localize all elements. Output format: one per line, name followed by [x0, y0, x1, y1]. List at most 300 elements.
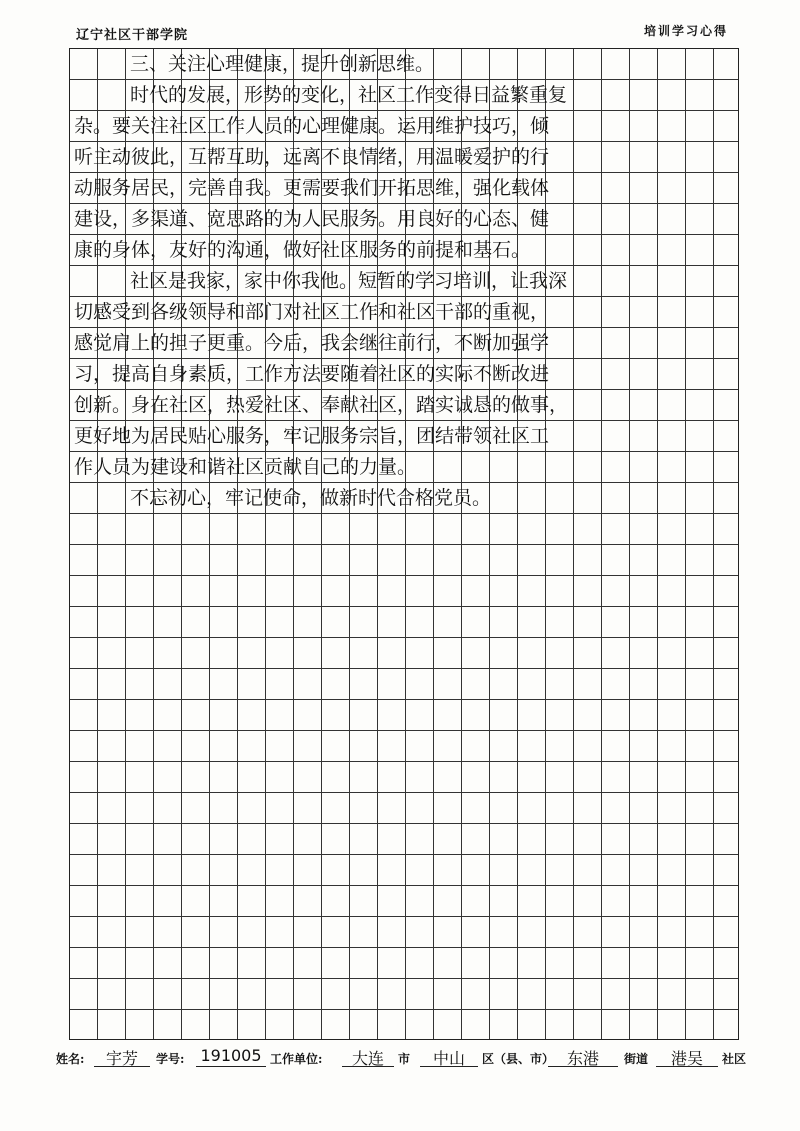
- grid-cell: [378, 1010, 406, 1040]
- grid-cell: [182, 576, 210, 607]
- grid-cell: [210, 886, 238, 917]
- grid-cell: [210, 700, 238, 731]
- grid-cell: [126, 700, 154, 731]
- grid-cell: [210, 576, 238, 607]
- grid-cell: [490, 948, 518, 979]
- grid-cell: [574, 886, 602, 917]
- grid-cell: [630, 824, 658, 855]
- grid-cell: [70, 948, 98, 979]
- grid-row: [70, 49, 738, 80]
- grid-cell: [406, 855, 434, 886]
- handwritten-line: 不忘初心，牢记使命，做新时代合格党员。: [130, 487, 492, 509]
- grid-cell: [98, 545, 126, 576]
- grid-cell: [70, 917, 98, 948]
- grid-cell: [714, 669, 739, 700]
- grid-cell: [602, 638, 630, 669]
- grid-cell: [322, 669, 350, 700]
- grid-cell: [238, 1010, 266, 1040]
- grid-cell: [350, 793, 378, 824]
- grid-row: [70, 297, 738, 328]
- grid-cell: [266, 948, 294, 979]
- grid-row: [70, 359, 738, 390]
- grid-cell: [238, 576, 266, 607]
- grid-cell: [322, 855, 350, 886]
- grid-cell: [630, 576, 658, 607]
- district-label: 区（县、市）: [482, 1052, 555, 1066]
- grid-cell: [378, 762, 406, 793]
- grid-cell: [294, 576, 322, 607]
- grid-cell: [182, 886, 210, 917]
- grid-cell: [658, 917, 686, 948]
- grid-cell: [630, 917, 658, 948]
- grid-cell: [210, 638, 238, 669]
- grid-cell: [462, 731, 490, 762]
- grid-cell: [98, 824, 126, 855]
- grid-cell: [686, 700, 714, 731]
- grid-cell: [210, 824, 238, 855]
- grid-cell: [462, 545, 490, 576]
- grid-cell: [686, 917, 714, 948]
- grid-cell: [98, 917, 126, 948]
- grid-cell: [406, 824, 434, 855]
- grid-cell: [378, 979, 406, 1010]
- grid-cell: [378, 638, 406, 669]
- grid-row: [70, 142, 738, 173]
- grid-cell: [574, 576, 602, 607]
- grid-cell: [518, 700, 546, 731]
- street-field: 东港: [548, 1046, 618, 1067]
- grid-cell: [266, 700, 294, 731]
- work-unit-label: 工作单位:: [270, 1052, 323, 1066]
- grid-cell: [322, 731, 350, 762]
- handwritten-line: 习，提高自身素质，工作方法要随着社区的实际不断改进: [74, 363, 550, 385]
- grid-cell: [294, 948, 322, 979]
- grid-cell: [322, 886, 350, 917]
- grid-cell: [238, 700, 266, 731]
- grid-cell: [350, 545, 378, 576]
- grid-cell: [98, 793, 126, 824]
- grid-cell: [630, 514, 658, 545]
- grid-row: [70, 762, 738, 793]
- grid-cell: [238, 886, 266, 917]
- grid-cell: [630, 669, 658, 700]
- grid-cell: [490, 669, 518, 700]
- grid-cell: [154, 824, 182, 855]
- grid-cell: [266, 545, 294, 576]
- grid-cell: [350, 700, 378, 731]
- grid-cell: [294, 855, 322, 886]
- grid-cell: [658, 855, 686, 886]
- grid-cell: [630, 762, 658, 793]
- grid-cell: [182, 1010, 210, 1040]
- grid-cell: [658, 638, 686, 669]
- community-label: 社区: [722, 1052, 747, 1066]
- grid-cell: [266, 638, 294, 669]
- grid-cell: [378, 793, 406, 824]
- grid-cell: [322, 545, 350, 576]
- grid-cell: [518, 824, 546, 855]
- grid-cell: [70, 576, 98, 607]
- student-id-label: 学号:: [156, 1052, 185, 1066]
- grid-cell: [154, 638, 182, 669]
- grid-row: [70, 173, 738, 204]
- grid-cell: [434, 824, 462, 855]
- grid-cell: [574, 700, 602, 731]
- grid-cell: [462, 824, 490, 855]
- grid-cell: [126, 793, 154, 824]
- grid-cell: [182, 545, 210, 576]
- grid-cell: [434, 576, 462, 607]
- grid-cell: [546, 793, 574, 824]
- grid-cell: [434, 669, 462, 700]
- grid-cell: [154, 514, 182, 545]
- grid-cell: [574, 917, 602, 948]
- grid-cell: [434, 793, 462, 824]
- grid-cell: [238, 607, 266, 638]
- grid-cell: [490, 576, 518, 607]
- grid-cell: [602, 669, 630, 700]
- grid-cell: [294, 1010, 322, 1040]
- grid-cell: [686, 638, 714, 669]
- grid-cell: [322, 793, 350, 824]
- grid-cell: [434, 886, 462, 917]
- grid-row: [70, 204, 738, 235]
- grid-cell: [378, 607, 406, 638]
- grid-cell: [602, 917, 630, 948]
- grid-cell: [406, 576, 434, 607]
- grid-cell: [714, 793, 739, 824]
- grid-cell: [182, 762, 210, 793]
- grid-row: [70, 700, 738, 731]
- grid-cell: [406, 700, 434, 731]
- grid-cell: [714, 855, 739, 886]
- grid-row: [70, 793, 738, 824]
- grid-cell: [518, 1010, 546, 1040]
- grid-cell: [294, 607, 322, 638]
- grid-cell: [602, 545, 630, 576]
- grid-cell: [126, 669, 154, 700]
- grid-cell: [98, 638, 126, 669]
- grid-cell: [434, 731, 462, 762]
- grid-cell: [98, 669, 126, 700]
- grid-cell: [714, 545, 739, 576]
- grid-cell: [322, 948, 350, 979]
- grid-cell: [350, 948, 378, 979]
- grid-cell: [322, 762, 350, 793]
- grid-cell: [182, 948, 210, 979]
- street-label: 街道: [624, 1052, 649, 1066]
- handwritten-line: 时代的发展，形势的变化，社区工作变得日益繁重复: [130, 84, 568, 106]
- grid-cell: [266, 762, 294, 793]
- grid-cell: [630, 638, 658, 669]
- grid-cell: [210, 917, 238, 948]
- grid-cell: [406, 979, 434, 1010]
- grid-cell: [266, 669, 294, 700]
- grid-cell: [602, 979, 630, 1010]
- grid-row: [70, 235, 738, 266]
- grid-cell: [686, 948, 714, 979]
- grid-cell: [658, 545, 686, 576]
- grid-cell: [686, 607, 714, 638]
- handwritten-line: 感觉肩上的担子更重。今后，我会继往前行，不断加强学: [74, 332, 550, 354]
- grid-cell: [126, 886, 154, 917]
- handwritten-line: 作人员为建设和谐社区贡献自己的力量。: [74, 456, 417, 478]
- grid-cell: [182, 979, 210, 1010]
- grid-cell: [518, 948, 546, 979]
- grid-cell: [378, 731, 406, 762]
- grid-cell: [350, 1010, 378, 1040]
- grid-cell: [210, 731, 238, 762]
- grid-cell: [546, 1010, 574, 1040]
- grid-cell: [238, 793, 266, 824]
- grid-row: [70, 855, 738, 886]
- grid-cell: [686, 514, 714, 545]
- grid-cell: [70, 886, 98, 917]
- grid-cell: [714, 886, 739, 917]
- grid-cell: [70, 607, 98, 638]
- grid-cell: [406, 638, 434, 669]
- grid-cell: [322, 979, 350, 1010]
- handwritten-line: 创新。身在社区，热爱社区、奉献社区，踏实诚恳的做事，: [74, 394, 569, 416]
- grid-cell: [154, 917, 182, 948]
- grid-cell: [70, 855, 98, 886]
- grid-cell: [518, 793, 546, 824]
- grid-cell: [294, 731, 322, 762]
- community-field: 港吴: [656, 1046, 718, 1067]
- grid-cell: [574, 824, 602, 855]
- form-footer: [56, 1046, 756, 1080]
- grid-cell: [266, 576, 294, 607]
- grid-cell: [574, 793, 602, 824]
- grid-cell: [434, 1010, 462, 1040]
- grid-row: [70, 824, 738, 855]
- grid-cell: [490, 886, 518, 917]
- grid-cell: [210, 855, 238, 886]
- grid-cell: [546, 576, 574, 607]
- grid-cell: [714, 731, 739, 762]
- handwritten-line: 社区是我家，家中你我他。短暂的学习培训，让我深: [130, 270, 568, 292]
- grid-cell: [490, 855, 518, 886]
- grid-row: [70, 328, 738, 359]
- grid-cell: [126, 1010, 154, 1040]
- grid-cell: [574, 948, 602, 979]
- grid-cell: [406, 514, 434, 545]
- grid-cell: [490, 545, 518, 576]
- grid-cell: [266, 886, 294, 917]
- grid-cell: [378, 545, 406, 576]
- grid-cell: [490, 793, 518, 824]
- grid-cell: [182, 638, 210, 669]
- grid-cell: [154, 545, 182, 576]
- handwritten-line: 康的身体，友好的沟通，做好社区服务的前提和基石。: [74, 239, 531, 261]
- grid-row: [70, 669, 738, 700]
- grid-cell: [518, 576, 546, 607]
- grid-cell: [126, 514, 154, 545]
- grid-cell: [602, 607, 630, 638]
- grid-cell: [210, 762, 238, 793]
- grid-cell: [266, 731, 294, 762]
- grid-cell: [518, 545, 546, 576]
- grid-cell: [546, 824, 574, 855]
- grid-cell: [154, 700, 182, 731]
- grid-cell: [70, 762, 98, 793]
- grid-cell: [630, 700, 658, 731]
- grid-cell: [294, 793, 322, 824]
- grid-cell: [714, 917, 739, 948]
- grid-cell: [238, 545, 266, 576]
- grid-cell: [686, 886, 714, 917]
- grid-cell: [462, 855, 490, 886]
- grid-cell: [406, 607, 434, 638]
- grid-cell: [294, 979, 322, 1010]
- grid-cell: [238, 948, 266, 979]
- grid-cell: [70, 824, 98, 855]
- grid-cell: [658, 1010, 686, 1040]
- grid-cell: [602, 886, 630, 917]
- grid-cell: [462, 948, 490, 979]
- grid-row: [70, 390, 738, 421]
- grid-cell: [574, 545, 602, 576]
- grid-cell: [322, 1010, 350, 1040]
- grid-cell: [602, 731, 630, 762]
- grid-cell: [714, 576, 739, 607]
- grid-cell: [658, 979, 686, 1010]
- grid-cell: [686, 762, 714, 793]
- grid-cell: [210, 607, 238, 638]
- grid-cell: [714, 638, 739, 669]
- handwritten-line: 动服务居民，完善自我。更需要我们开拓思维，强化载体: [74, 177, 550, 199]
- grid-cell: [238, 979, 266, 1010]
- grid-cell: [98, 576, 126, 607]
- grid-cell: [518, 514, 546, 545]
- grid-cell: [630, 948, 658, 979]
- grid-cell: [182, 824, 210, 855]
- grid-cell: [658, 793, 686, 824]
- grid-cell: [630, 979, 658, 1010]
- grid-cell: [294, 917, 322, 948]
- grid-cell: [574, 669, 602, 700]
- grid-cell: [70, 1010, 98, 1040]
- grid-cell: [322, 700, 350, 731]
- grid-cell: [490, 1010, 518, 1040]
- grid-cell: [70, 669, 98, 700]
- grid-cell: [462, 917, 490, 948]
- grid-cell: [490, 762, 518, 793]
- grid-cell: [126, 824, 154, 855]
- grid-row: [70, 1010, 738, 1040]
- grid-cell: [154, 948, 182, 979]
- grid-cell: [546, 731, 574, 762]
- grid-cell: [602, 824, 630, 855]
- grid-cell: [70, 700, 98, 731]
- grid-cell: [322, 576, 350, 607]
- grid-cell: [266, 1010, 294, 1040]
- grid-cell: [546, 669, 574, 700]
- district-field: 中山: [420, 1046, 478, 1067]
- grid-row: [70, 607, 738, 638]
- grid-cell: [546, 948, 574, 979]
- grid-cell: [546, 917, 574, 948]
- grid-cell: [378, 855, 406, 886]
- grid-cell: [154, 979, 182, 1010]
- grid-cell: [574, 638, 602, 669]
- grid-cell: [630, 1010, 658, 1040]
- grid-row: [70, 421, 738, 452]
- grid-cell: [658, 607, 686, 638]
- grid-cell: [686, 1010, 714, 1040]
- grid-cell: [350, 638, 378, 669]
- grid-cell: [714, 948, 739, 979]
- grid-cell: [98, 1010, 126, 1040]
- grid-cell: [630, 607, 658, 638]
- grid-cell: [434, 948, 462, 979]
- grid-cell: [98, 855, 126, 886]
- grid-cell: [462, 886, 490, 917]
- manuscript-grid: [69, 48, 739, 1040]
- grid-cell: [238, 669, 266, 700]
- grid-cell: [182, 514, 210, 545]
- grid-cell: [434, 700, 462, 731]
- grid-row: [70, 731, 738, 762]
- grid-cell: [70, 793, 98, 824]
- grid-row: [70, 917, 738, 948]
- grid-cell: [546, 979, 574, 1010]
- grid-cell: [126, 607, 154, 638]
- grid-cell: [714, 824, 739, 855]
- city-field: 大连: [342, 1046, 394, 1067]
- handwritten-line: 三、关注心理健康，提升创新思维。: [130, 53, 435, 75]
- grid-cell: [658, 948, 686, 979]
- grid-cell: [658, 824, 686, 855]
- grid-cell: [658, 514, 686, 545]
- grid-cell: [238, 731, 266, 762]
- grid-cell: [518, 762, 546, 793]
- grid-cell: [434, 514, 462, 545]
- grid-cell: [714, 607, 739, 638]
- grid-cell: [210, 669, 238, 700]
- grid-cell: [350, 762, 378, 793]
- grid-cell: [70, 514, 98, 545]
- grid-cell: [602, 514, 630, 545]
- grid-cell: [434, 607, 462, 638]
- grid-cell: [238, 762, 266, 793]
- grid-cell: [294, 700, 322, 731]
- grid-cell: [602, 1010, 630, 1040]
- handwritten-line: 听主动彼此，互帮互助，远离不良情绪，用温暖爱护的行: [74, 146, 550, 168]
- grid-cell: [154, 855, 182, 886]
- grid-cell: [210, 1010, 238, 1040]
- grid-cell: [154, 731, 182, 762]
- grid-cell: [714, 1010, 739, 1040]
- grid-row: [70, 452, 738, 483]
- grid-cell: [686, 793, 714, 824]
- grid-cell: [546, 886, 574, 917]
- grid-cell: [350, 979, 378, 1010]
- grid-cell: [70, 979, 98, 1010]
- grid-cell: [546, 762, 574, 793]
- grid-cell: [350, 855, 378, 886]
- grid-cell: [182, 855, 210, 886]
- grid-cell: [602, 762, 630, 793]
- grid-cell: [126, 731, 154, 762]
- grid-cell: [462, 514, 490, 545]
- grid-cell: [350, 824, 378, 855]
- grid-cell: [462, 793, 490, 824]
- grid-cell: [406, 545, 434, 576]
- grid-cell: [98, 979, 126, 1010]
- grid-row: [70, 979, 738, 1010]
- grid-cell: [490, 700, 518, 731]
